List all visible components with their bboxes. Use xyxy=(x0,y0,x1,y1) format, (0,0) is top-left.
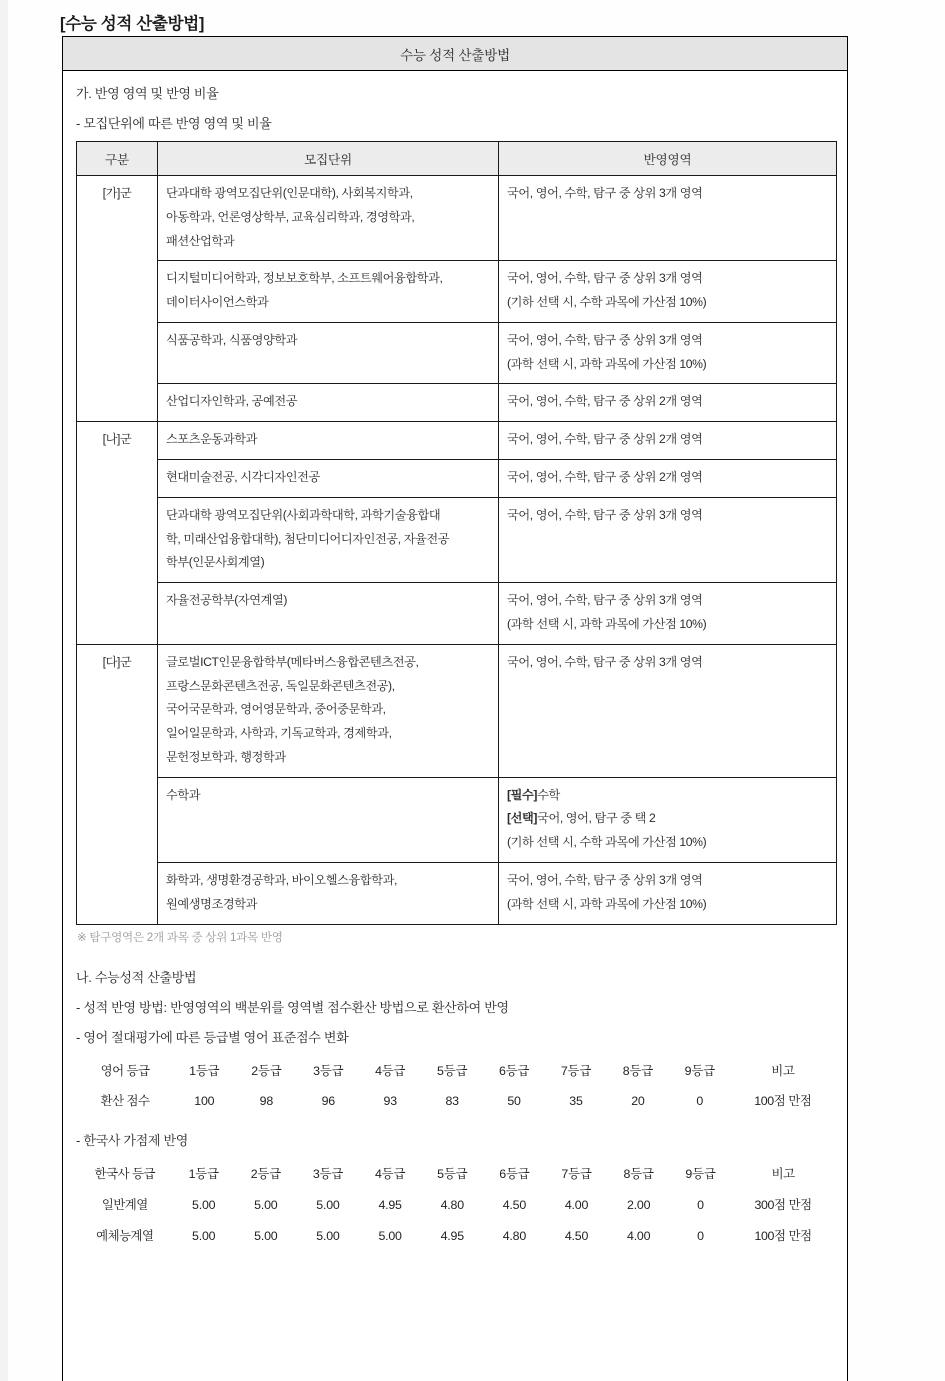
score-value-cell: 5.00 xyxy=(192,1229,216,1244)
score-value-cell: 83 xyxy=(445,1094,459,1109)
content-body xyxy=(63,71,847,1253)
score-value-cell: 93 xyxy=(383,1094,397,1109)
admission-unit-cell: 화학과, 생명환경공학과, 바이오헬스융합학과, 원예생명조경학과 xyxy=(158,862,499,924)
table-header-row xyxy=(77,142,837,176)
column-header-cell: 2등급 xyxy=(250,1167,281,1182)
reflected-area-cell: 국어, 영어, 수학, 탐구 중 상위 3개 영역 xyxy=(499,176,837,261)
reflected-area-cell: 국어, 영어, 수학, 탐구 중 상위 2개 영역 xyxy=(499,460,837,498)
row-label-cell: 예체능계열 xyxy=(96,1229,154,1244)
admission-unit-cell: 자율전공학부(자연계열) xyxy=(158,583,499,645)
score-value-cell: 0 xyxy=(697,1198,704,1213)
table-row xyxy=(78,1222,834,1251)
admission-unit-cell: 글로벌ICT인문융합학부(메타버스융합콘텐츠전공, 프랑스문화콘텐츠전공, 독일문화콘텐츠전공), 국어국문학과, 영어영문학과, 중어중문학과, 일어일문학과, 사학과, 기독교학과, 경제학과, 문헌정보학과, 행정학과 xyxy=(158,644,499,777)
korean-history-label: - 한국사 가점제 반영 xyxy=(76,1133,189,1149)
section-a-footnote: ※ 탐구영역은 2개 과목 중 상위 1과목 반영 xyxy=(77,930,283,944)
column-header-area: 반영영역 xyxy=(499,142,837,176)
score-value-cell: 5.00 xyxy=(316,1229,340,1244)
table-row xyxy=(77,261,837,323)
table-row xyxy=(77,422,837,460)
table-body xyxy=(77,176,837,925)
score-value-cell: 5.00 xyxy=(316,1198,340,1213)
score-value-cell: 4.50 xyxy=(564,1229,589,1244)
score-value-cell: 50 xyxy=(507,1094,521,1109)
reflected-area-cell: 국어, 영어, 수학, 탐구 중 상위 3개 영역 (과학 선택 시, 과학 과목에 가산점 10%) xyxy=(499,583,837,645)
column-header-cell: 5등급 xyxy=(437,1063,468,1078)
score-value-cell: 35 xyxy=(569,1094,583,1109)
table-row xyxy=(77,583,837,645)
reflected-area-cell: 국어, 영어, 수학, 탐구 중 상위 3개 영역 xyxy=(499,497,837,582)
column-header-unit: 모집단위 xyxy=(158,142,499,176)
score-value-cell: 4.00 xyxy=(627,1229,651,1244)
column-header-cell: 비고 xyxy=(771,1063,795,1078)
section-band-title: 수능 성적 산출방법 xyxy=(63,37,847,71)
table-header-row xyxy=(78,1160,834,1189)
section-a-subheading: - 모집단위에 따른 반영 영역 및 비율 xyxy=(76,116,272,131)
table-row xyxy=(77,384,837,422)
section-b-heading: 나. 수능성적 산출방법 xyxy=(76,969,197,985)
column-header-cell: 영어 등급 xyxy=(100,1063,150,1078)
admission-group-cell: [나]군 xyxy=(77,422,158,644)
score-method-line: - 성적 반영 방법: 반영영역의 백분위를 영역별 점수환산 방법으로 환산하여 반영 xyxy=(76,999,509,1015)
column-header-cell: 1등급 xyxy=(189,1063,220,1078)
score-value-cell: 2.00 xyxy=(627,1198,651,1213)
row-label-cell: 환산 점수 xyxy=(100,1094,150,1109)
page-title: [수능 성적 산출방법] xyxy=(60,15,205,33)
score-value-cell: 4.95 xyxy=(378,1198,402,1213)
column-header-cell: 9등급 xyxy=(685,1167,716,1182)
column-header-cell: 6등급 xyxy=(498,1063,530,1078)
table-row xyxy=(77,777,837,862)
score-value-cell: 4.80 xyxy=(502,1229,527,1244)
score-value-cell: 20 xyxy=(631,1094,645,1109)
admission-unit-cell: 수학과 xyxy=(158,777,499,862)
admission-unit-cell: 스포츠운동과학과 xyxy=(158,422,499,460)
score-value-cell: 0 xyxy=(696,1094,704,1109)
column-header-cell: 2등급 xyxy=(251,1063,282,1078)
admission-unit-cell: 산업디자인학과, 공예전공 xyxy=(158,384,499,422)
table-row xyxy=(77,460,837,498)
column-header-cell: 1등급 xyxy=(188,1167,219,1182)
score-value-cell: 5.00 xyxy=(254,1198,278,1213)
korean-history-bonus-table xyxy=(76,1158,836,1253)
table-row xyxy=(77,322,837,384)
column-header-cell: 8등급 xyxy=(622,1063,654,1078)
admission-unit-cell: 단과대학 광역모집단위(사회과학대학, 과학기술융합대 학, 미래산업융합대학), 첨단미디어디자인전공, 자율전공 학부(인문사회계열) xyxy=(158,497,499,582)
row-note-cell: 100점 만점 xyxy=(754,1094,812,1109)
column-header-cell: 8등급 xyxy=(623,1167,654,1182)
row-note-cell: 100점 만점 xyxy=(754,1229,812,1244)
reflected-area-cell: 국어, 영어, 수학, 탐구 중 상위 3개 영역 (과학 선택 시, 과학 과목에 가산점 10%) xyxy=(499,862,837,924)
table-row xyxy=(77,497,837,582)
column-header-cell: 4등급 xyxy=(375,1063,406,1078)
reflected-area-cell: 국어, 영어, 수학, 탐구 중 상위 3개 영역 (기하 선택 시, 수학 과목에 가산점 10%) xyxy=(499,261,837,323)
english-grade-conversion-table xyxy=(76,1055,836,1119)
score-value-cell: 5.00 xyxy=(192,1198,216,1213)
score-value-cell: 4.80 xyxy=(440,1198,464,1213)
column-header-cell: 7등급 xyxy=(560,1063,592,1078)
reflected-area-cell: [필수]수학 [선택]국어, 영어, 탐구 중 택 2 (기하 선택 시, 수학 과목에 가산점 10%) xyxy=(499,777,837,862)
column-header-cell: 9등급 xyxy=(684,1063,715,1078)
score-value-cell: 100 xyxy=(194,1094,215,1109)
history-table-body xyxy=(78,1160,834,1251)
table-row xyxy=(78,1087,834,1116)
row-label-cell: 일반계열 xyxy=(101,1198,148,1213)
table-row xyxy=(77,176,837,261)
english-conversion-label: - 영어 절대평가에 따른 등급별 영어 표준점수 변화 xyxy=(76,1029,349,1045)
score-value-cell: 5.00 xyxy=(254,1229,278,1244)
admission-group-cell: [다]군 xyxy=(77,644,158,924)
column-header-cell: 한국사 등급 xyxy=(94,1167,155,1182)
admission-unit-cell: 식품공학과, 식품영양학과 xyxy=(158,322,499,384)
reflected-area-cell: 국어, 영어, 수학, 탐구 중 상위 2개 영역 xyxy=(499,384,837,422)
admission-units-table xyxy=(76,141,837,925)
column-header-cell: 6등급 xyxy=(499,1167,530,1182)
reflected-area-cell: 국어, 영어, 수학, 탐구 중 상위 3개 영역 xyxy=(499,644,837,777)
admission-unit-cell: 디지털미디어학과, 정보보호학부, 소프트웨어융합학과, 데이터사이언스학과 xyxy=(158,261,499,323)
table-row xyxy=(77,862,837,924)
table-row xyxy=(78,1191,834,1220)
score-value-cell: 4.00 xyxy=(564,1198,589,1213)
reflected-area-cell: 국어, 영어, 수학, 탐구 중 상위 2개 영역 xyxy=(499,422,837,460)
table-row xyxy=(77,644,837,777)
column-header-cell: 5등급 xyxy=(437,1167,468,1182)
english-table-body xyxy=(78,1057,834,1117)
area-tag: [필수] xyxy=(507,787,538,802)
score-value-cell: 96 xyxy=(321,1094,335,1109)
area-tag: [선택] xyxy=(507,811,538,826)
admission-group-cell: [가]군 xyxy=(77,176,158,422)
column-header-cell: 비고 xyxy=(771,1167,795,1182)
score-value-cell: 4.95 xyxy=(440,1229,464,1244)
admission-unit-cell: 단과대학 광역모집단위(인문대학), 사회복지학과, 아동학과, 언론영상학부, 교육심리학과, 경영학과, 패션산업학과 xyxy=(158,176,499,261)
section-a-heading: 가. 반영 영역 및 반영 비율 xyxy=(76,86,219,101)
score-value-cell: 98 xyxy=(259,1094,274,1109)
page-left-margin-strip xyxy=(0,0,8,1381)
content-frame xyxy=(62,36,848,1381)
table-header-row xyxy=(78,1057,834,1086)
reflected-area-cell: 국어, 영어, 수학, 탐구 중 상위 3개 영역 (과학 선택 시, 과학 과목에 가산점 10%) xyxy=(499,322,837,384)
column-header-cell: 7등급 xyxy=(561,1167,592,1182)
column-header-cell: 4등급 xyxy=(374,1167,406,1182)
score-value-cell: 0 xyxy=(697,1229,704,1244)
admission-unit-cell: 현대미술전공, 시각디자인전공 xyxy=(158,460,499,498)
row-note-cell: 300점 만점 xyxy=(754,1198,812,1213)
score-value-cell: 4.50 xyxy=(502,1198,527,1213)
score-value-cell: 5.00 xyxy=(378,1229,402,1244)
column-header-group: 구분 xyxy=(77,142,158,176)
column-header-cell: 3등급 xyxy=(313,1063,344,1078)
column-header-cell: 3등급 xyxy=(312,1167,344,1182)
